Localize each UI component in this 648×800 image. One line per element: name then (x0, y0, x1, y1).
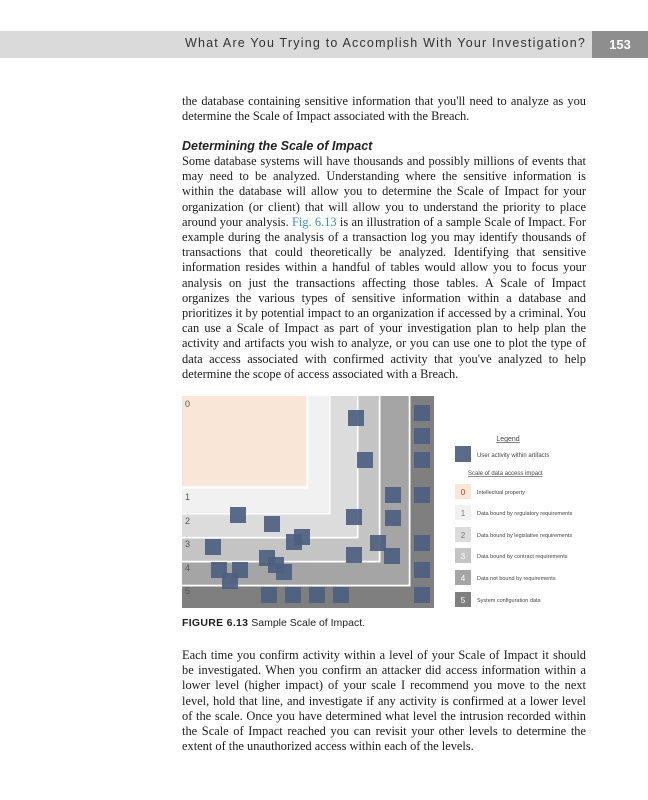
activity-marker (205, 539, 221, 555)
activity-marker (276, 564, 292, 580)
level-label-5: 5 (185, 586, 191, 596)
legend-label-4: Data not bound by requirements (477, 576, 556, 582)
legend-label-5: System configuration data (477, 598, 541, 604)
legend-marker-label: User activity within artifacts (477, 453, 550, 459)
activity-marker (286, 534, 302, 550)
legend-label-3: Data bound by contract requirements (477, 554, 568, 560)
activity-marker (348, 410, 364, 426)
activity-marker (414, 405, 430, 421)
legend-level-2: 2 (460, 531, 466, 540)
activity-marker (357, 452, 373, 468)
activity-marker (261, 587, 277, 603)
level-label-2: 2 (185, 516, 191, 526)
activity-marker (370, 535, 386, 551)
figure-caption (182, 617, 365, 629)
paragraph-closing: Each time you confirm activity within a level of your Scale of Impact it should be investigated. When you confirm an attacker did access information within a lower level (higher impact) of your scale I recommend you move to the next level, hold that line, and investigate if any activity is confirmed at a lower level of the scale. Once you have determined what level the intrusion recorded within the Scale of Impact reached you can revisit your other levels to determine the extent of the unauthorized access within each of the levels. (182, 648, 586, 754)
activity-marker (414, 562, 430, 578)
level-label-1: 1 (185, 492, 191, 502)
legend-level-4: 4 (460, 574, 466, 583)
activity-marker (346, 547, 362, 563)
activity-marker (414, 452, 430, 468)
legend-label-1: Data bound by regulatory requirements (477, 511, 573, 517)
legend-title: Legend (496, 436, 520, 443)
level-label-0: 0 (185, 399, 191, 409)
level-label-3: 3 (185, 539, 191, 549)
page-number: 153 (609, 37, 631, 52)
activity-marker (309, 587, 325, 603)
legend-marker-swatch (455, 446, 471, 462)
figure-caption-text: Sample Scale of Impact. (251, 617, 366, 629)
level-label-4: 4 (185, 563, 191, 573)
activity-marker (385, 487, 401, 503)
activity-marker (385, 510, 401, 526)
activity-marker (414, 587, 430, 603)
paragraph-intro: the database containing sensitive information that you'll need to analyze as you determine the Scale of Impact associated with the Breach. (182, 94, 586, 124)
legend-label-2: Data bound by legislative requirements (477, 533, 573, 539)
legend-label-0: Intellectual property (477, 490, 525, 496)
figure-caption-label: FIGURE 6.13 (182, 617, 249, 629)
activity-marker (333, 587, 349, 603)
activity-marker (222, 573, 238, 589)
activity-marker (414, 487, 430, 503)
paragraph-text-part: Some database systems will have thousands and possibly millions of events that may need to be analyzed. Understanding where the sensitive information is within the database will allow you to determine the Scale of Impact for your organization (or client) that will allow you to understand the priority to place around your analysis. (182, 154, 586, 229)
activity-marker (230, 507, 246, 523)
activity-marker (285, 587, 301, 603)
activity-marker (414, 535, 430, 551)
running-title: What Are You Trying to Accomplish With Your Investigation? (184, 36, 586, 50)
legend (455, 436, 573, 607)
legend-level-5: 5 (460, 596, 466, 605)
legend-scale-title: Scale of data access impact (468, 471, 543, 477)
activity-marker (346, 509, 362, 525)
legend-level-3: 3 (460, 552, 466, 561)
legend-level-0: 0 (460, 488, 466, 497)
activity-marker (264, 516, 280, 532)
section-heading: Determining the Scale of Impact (182, 139, 373, 153)
figure-reference-link[interactable]: Fig. 6.13 (292, 214, 337, 229)
activity-marker (414, 428, 430, 444)
legend-level-1: 1 (460, 509, 466, 518)
paragraph-text-part: is an illustration of a sample Scale of Impact. For example during the analysis of a transaction log you may identify thousands of transactions that could theoretically be analyzed. Identifying that sensitive information resides within a handful of tables would allow you to focus your analysis on just the transactions affecting those tables. A Scale of Impact organizes the various types of sensitive information within a database and prioritizes it by potential impact to an organization if accessed by a criminal. You can use a Scale of Impact as part of your investigation plan to help plan the activity and artifacts you wish to analyze, or you can use one to plot the type of data access associated with confirmed activity that you've analyzed to help determine the scope of access associated with a Breach. (182, 214, 586, 381)
activity-marker (384, 548, 400, 564)
level-0-area (182, 396, 306, 486)
